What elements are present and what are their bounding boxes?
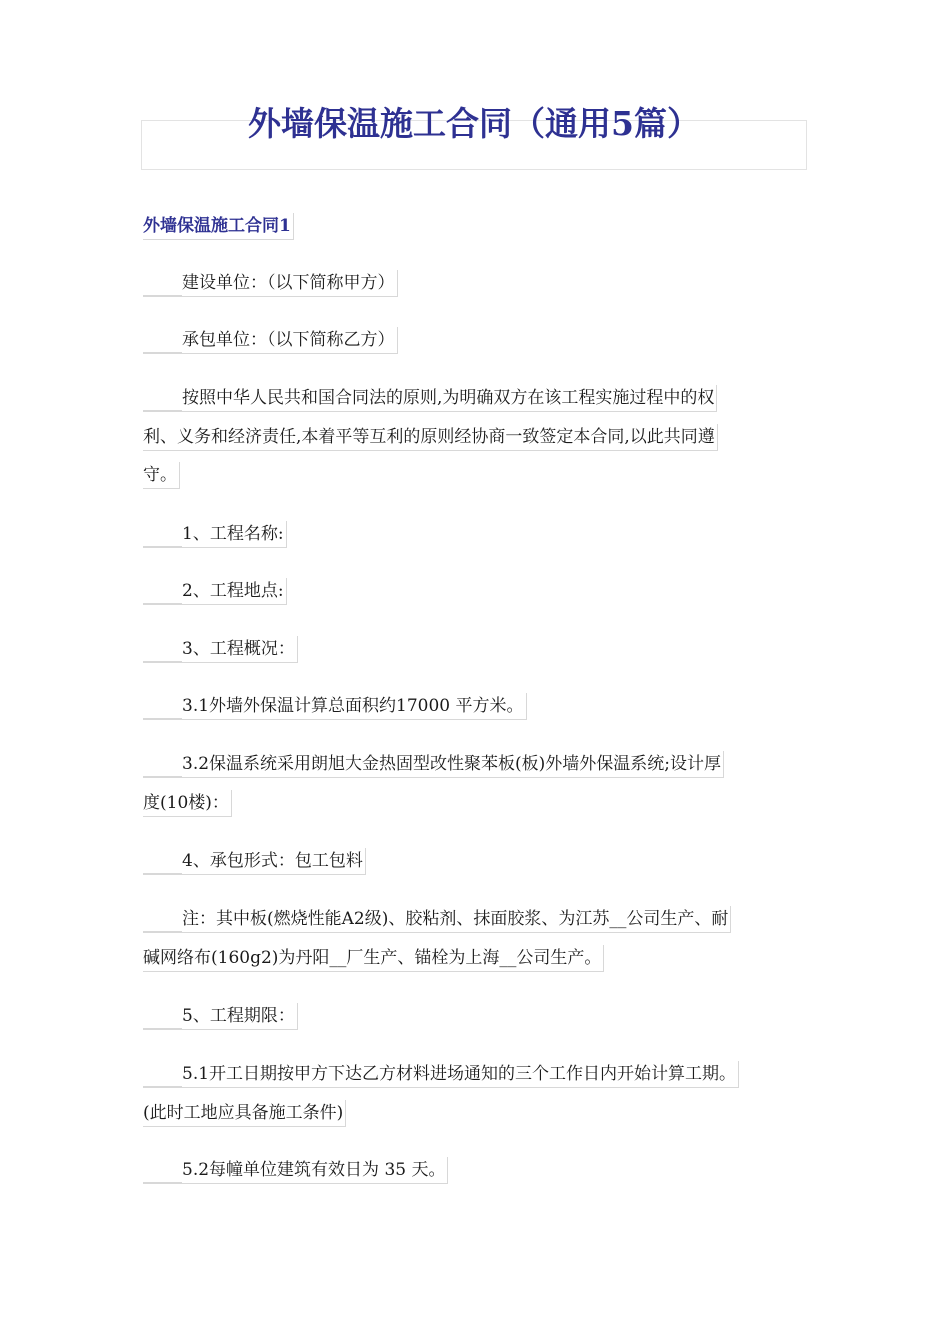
- paragraph-line: 度(10楼)：: [143, 790, 232, 817]
- paragraph-line: 3.1外墙外保温计算总面积约17000 平方米。: [143, 693, 527, 720]
- paragraph-line: (此时工地应具备施工条件): [143, 1100, 346, 1127]
- paragraph-note: [143, 906, 805, 983]
- section-heading: 外墙保温施工合同1: [143, 213, 294, 240]
- paragraph-line: 注：其中板(燃烧性能A2级)、胶粘剂、抹面胶浆、为江苏__公司生产、耐: [143, 906, 731, 933]
- paragraph-project-name: [143, 521, 805, 560]
- paragraph-line: 4、承包形式：包工包料: [143, 848, 366, 875]
- paragraph-construction-unit: [143, 270, 805, 309]
- paragraph-line: 3.2保温系统采用朗旭大金热固型改性聚苯板(板)外墙外保温系统;设计厚: [143, 751, 724, 778]
- paragraph-total-area: [143, 693, 805, 732]
- paragraph-line: 承包单位：（以下简称乙方）: [143, 327, 398, 354]
- document-title-text: 外墙保温施工合同（通用5篇）: [248, 104, 700, 143]
- paragraph-project-overview: [143, 636, 805, 675]
- paragraph-line: 按照中华人民共和国合同法的原则,为明确双方在该工程实施过程中的权: [143, 385, 717, 412]
- paragraph-line: 2、工程地点:: [143, 578, 287, 605]
- paragraph-insulation-system: [143, 751, 805, 828]
- paragraph-line: 建设单位：（以下简称甲方）: [143, 270, 398, 297]
- paragraph-contract-form: [143, 848, 805, 887]
- paragraph-preamble: [143, 385, 805, 501]
- paragraph-line: 1、工程名称:: [143, 521, 287, 548]
- paragraph-start-date: [143, 1061, 805, 1138]
- paragraph-project-period: [143, 1003, 805, 1042]
- paragraph-line: 5.1开工日期按甲方下达乙方材料进场通知的三个工作日内开始计算工期。: [143, 1061, 739, 1088]
- paragraph-line: 5、工程期限：: [143, 1003, 298, 1030]
- paragraph-contractor-unit: [143, 327, 805, 366]
- paragraph-effective-days: [143, 1157, 805, 1196]
- document-title: [141, 104, 807, 170]
- paragraph-line: 3、工程概况：: [143, 636, 298, 663]
- paragraph-line: 5.2每幢单位建筑有效日为 35 天。: [143, 1157, 448, 1184]
- paragraph-line: 碱网络布(160g2)为丹阳__厂生产、锚栓为上海__公司生产。: [143, 945, 604, 972]
- paragraph-line: 守。: [143, 462, 180, 489]
- paragraph-project-location: [143, 578, 805, 617]
- paragraph-line: 利、义务和经济责任,本着平等互利的原则经协商一致签定本合同,以此共同遵: [143, 424, 718, 451]
